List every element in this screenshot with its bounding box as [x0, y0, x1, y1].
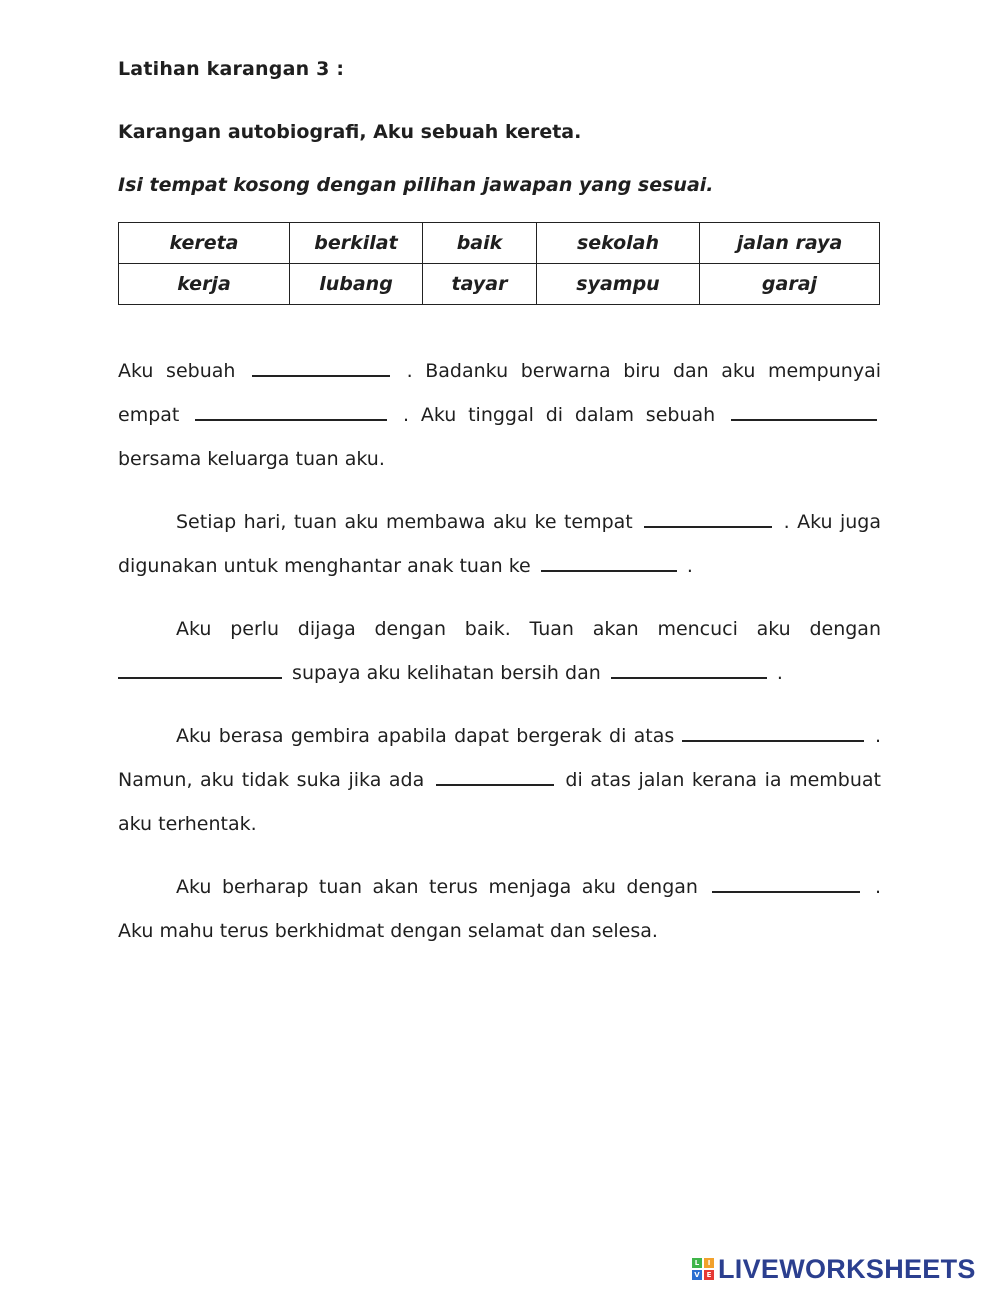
blank-input-3[interactable] — [731, 401, 877, 421]
blank-input-8[interactable] — [682, 722, 864, 742]
blank-input-9[interactable] — [436, 766, 554, 786]
paragraph-2 — [118, 500, 881, 588]
paragraph-text: Setiap hari, tuan aku membawa aku ke tempat — [176, 511, 633, 533]
blank-input-2[interactable] — [195, 401, 387, 421]
paragraph-text: di atas jalan kerana ia membuat aku terhentak. — [118, 769, 881, 835]
word-bank-cell: baik — [423, 223, 537, 264]
paragraph-text: . Badanku berwarna biru dan aku mempunyai empat — [118, 360, 881, 426]
word-bank-cell: jalan raya — [700, 223, 880, 264]
paragraph-text: bersama keluarga tuan aku. — [118, 448, 385, 470]
blank-input-6[interactable] — [118, 659, 282, 679]
logo-letter: V — [692, 1270, 702, 1280]
blank-input-4[interactable] — [644, 508, 772, 528]
liveworksheets-logo-icon — [692, 1258, 714, 1280]
blank-input-10[interactable] — [712, 873, 860, 893]
paragraph-text: . Aku tinggal di dalam sebuah — [402, 404, 716, 426]
paragraph-5 — [118, 865, 881, 953]
word-bank-cell: lubang — [290, 264, 423, 305]
paragraph-text: . — [776, 662, 783, 684]
paragraph-text: . — [686, 555, 693, 577]
word-bank-cell: sekolah — [537, 223, 700, 264]
logo-letter: I — [704, 1258, 714, 1268]
paragraph-text: supaya aku kelihatan bersih dan — [292, 662, 601, 684]
word-bank-cell: kerja — [119, 264, 290, 305]
paragraph-text: . Aku mahu terus berkhidmat dengan selamat dan selesa. — [118, 876, 881, 942]
paragraph-text: Aku sebuah — [118, 360, 236, 382]
page-title: Latihan karangan 3 : — [118, 58, 345, 80]
paragraph-text: Aku berasa gembira apabila dapat bergerak di atas — [176, 725, 675, 747]
word-bank-table — [118, 222, 880, 305]
paragraph-3 — [118, 607, 881, 695]
logo-letter: E — [704, 1270, 714, 1280]
paragraph-text: Aku perlu dijaga dengan baik. Tuan akan mencuci aku dengan — [176, 618, 881, 640]
paragraph-text: Aku berharap tuan akan terus menjaga aku dengan — [176, 876, 698, 898]
word-bank-cell: syampu — [537, 264, 700, 305]
word-bank-cell: tayar — [423, 264, 537, 305]
paragraph-text: . Aku juga digunakan untuk menghantar anak tuan ke — [118, 511, 882, 577]
word-bank-row — [119, 264, 880, 305]
instruction-text: Isi tempat kosong dengan pilihan jawapan yang sesuai. — [118, 174, 714, 196]
paragraph-text: . Namun, aku tidak suka jika ada — [118, 725, 881, 791]
liveworksheets-logo — [692, 1254, 976, 1284]
word-bank-cell: kereta — [119, 223, 290, 264]
essay-subtitle: Karangan autobiografi, Aku sebuah kereta. — [118, 121, 582, 143]
word-bank-row — [119, 223, 880, 264]
blank-input-5[interactable] — [541, 552, 677, 572]
word-bank-cell: garaj — [700, 264, 880, 305]
word-bank-cell: berkilat — [290, 223, 423, 264]
logo-text: LIVEWORKSHEETS — [718, 1253, 976, 1284]
paragraph-4 — [118, 714, 881, 846]
logo-letter: L — [692, 1258, 702, 1268]
blank-input-7[interactable] — [611, 659, 767, 679]
paragraph-1 — [118, 349, 881, 481]
blank-input-1[interactable] — [252, 357, 390, 377]
